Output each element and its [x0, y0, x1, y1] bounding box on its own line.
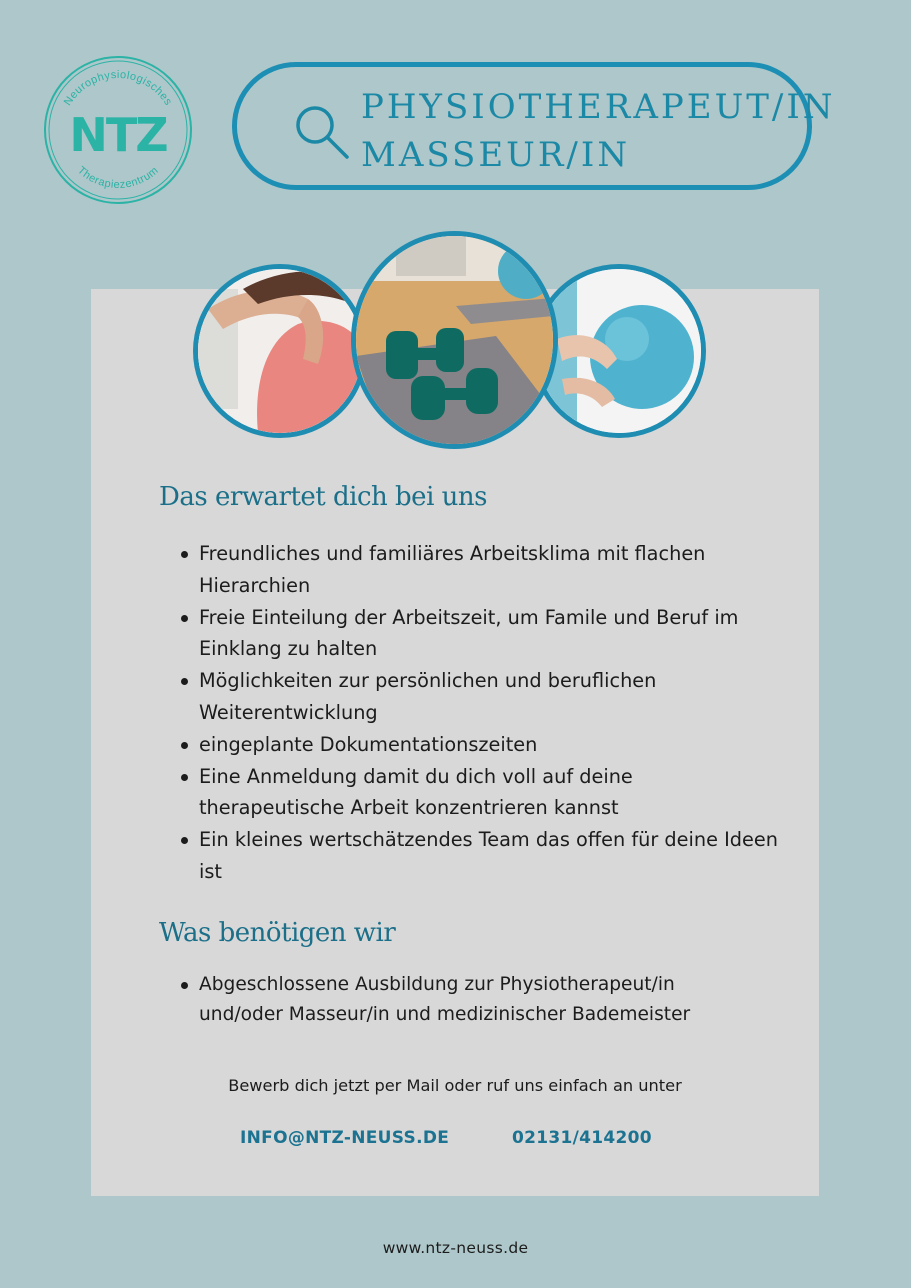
list-item: Eine Anmeldung damit du dich voll auf deine therapeutische Arbeit konzentrieren kannst [178, 761, 778, 825]
logo-arc-bottom: Therapiezentrum [75, 164, 161, 192]
apply-call-to-action: Bewerb dich jetzt per Mail oder ruf uns einfach an unter [228, 1076, 682, 1095]
svg-text:Neurophysiologisches [62, 69, 175, 108]
logo-arc-top: Neurophysiologisches [61, 68, 175, 108]
list-item: Ein kleines wertschätzendes Team das offen für deine Ideen ist [178, 824, 778, 888]
search-icon [293, 103, 351, 161]
list-item: Freie Einteilung der Arbeitszeit, um Famile und Beruf im Einklang zu halten [178, 602, 778, 666]
email-link[interactable]: INFO@NTZ-NEUSS.DE [240, 1128, 450, 1148]
logo-monogram: NTZ [69, 108, 167, 162]
list-item: Freundliches und familiäres Arbeitsklima mit flachen Hierarchien [178, 538, 778, 602]
svg-text:Therapiezentrum [75, 164, 161, 191]
offer-list [178, 538, 778, 888]
exercise-ball-photo [532, 264, 706, 438]
offer-heading: Das erwartet dich bei uns [159, 482, 487, 512]
list-item: Möglichkeiten zur persönlichen und beruflichen Weiterentwicklung [178, 665, 778, 729]
job-title-line-2: MASSEUR/IN [361, 135, 631, 175]
shoulder-massage-photo [193, 264, 367, 438]
requirements-heading: Was benötigen wir [159, 918, 396, 948]
list-item: Abgeschlossene Ausbildung zur Physiotherapeut/in und/oder Masseur/in und medizinischer Bademeister [178, 970, 738, 1030]
ntz-logo [42, 54, 194, 206]
requirements-list [178, 970, 738, 1030]
job-title-line-1: PHYSIOTHERAPEUT/IN [361, 87, 836, 127]
job-title-banner [232, 62, 836, 190]
website-link[interactable]: www.ntz-neuss.de [382, 1239, 529, 1257]
phone-link[interactable]: 02131/414200 [512, 1128, 652, 1148]
list-item: eingeplante Dokumentationszeiten [178, 729, 778, 761]
dumbbells-on-mat-photo [351, 231, 558, 449]
